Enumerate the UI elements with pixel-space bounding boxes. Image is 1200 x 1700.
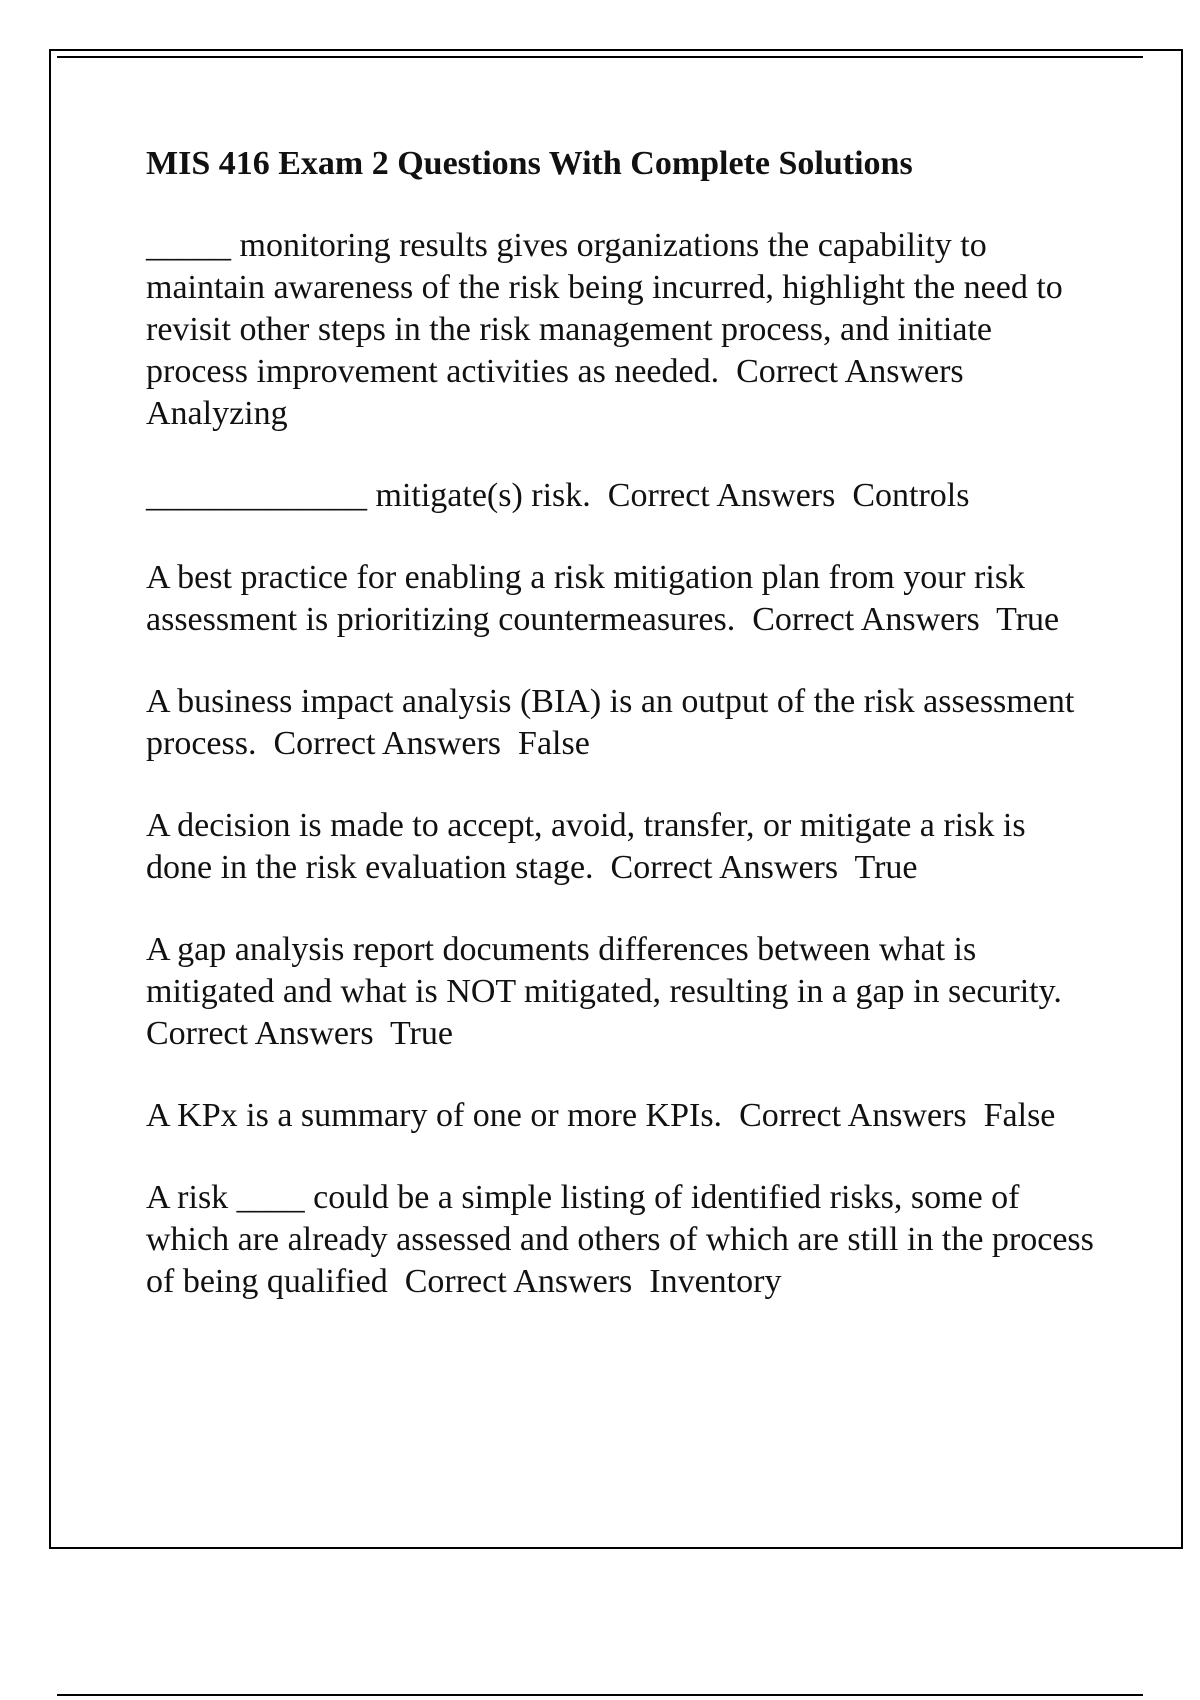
qa-item xyxy=(146,681,1096,765)
qa-item xyxy=(146,1177,1103,1303)
answer-text: True xyxy=(996,601,1060,638)
answer-text: True xyxy=(389,1015,453,1052)
answer-label: Correct Answers xyxy=(736,353,964,390)
question-text: _____ monitoring results gives organizations the capability to maintain awareness of the risk being incurred, highlight the need to revisit other steps in the risk management process, and initiate process improvement activities as needed. xyxy=(146,227,1072,390)
answer-text: False xyxy=(518,725,590,762)
top-rule xyxy=(57,56,1143,58)
qa-item xyxy=(146,805,1096,889)
answer-label: Correct Answers xyxy=(273,725,502,762)
bottom-rule xyxy=(57,1694,1143,1696)
answer-label: Correct Answers xyxy=(146,1015,374,1052)
question-text: A gap analysis report documents differences between what is mitigated and what is NOT mitigated, resulting in a gap in security. xyxy=(146,931,1062,1010)
answer-label: Correct Answers xyxy=(739,1097,967,1134)
question-text: A best practice for enabling a risk mitigation plan from your risk assessment is prioritizing countermeasures. xyxy=(146,559,1034,638)
question-text: A risk ____ could be a simple listing of identified risks, some of which are already assessed and others of which are still in the process of being qualified xyxy=(146,1179,1103,1300)
answer-label: Correct Answers xyxy=(610,849,839,886)
answer-label: Correct Answers xyxy=(404,1263,633,1300)
answer-text: False xyxy=(983,1097,1056,1134)
document-body xyxy=(146,143,1103,1343)
qa-item xyxy=(146,1095,1096,1137)
answer-label: Correct Answers xyxy=(607,477,836,514)
answer-text: Analyzing xyxy=(146,395,288,432)
answer-text: Inventory xyxy=(649,1263,782,1300)
question-text: A KPx is a summary of one or more KPIs. xyxy=(146,1097,723,1134)
answer-label: Correct Answers xyxy=(752,601,980,638)
question-text: _____________ mitigate(s) risk. xyxy=(146,477,591,514)
answer-text: True xyxy=(854,849,918,886)
question-text: A decision is made to accept, avoid, transfer, or mitigate a risk is done in the risk evaluation stage. xyxy=(146,807,1035,886)
answer-text: Controls xyxy=(852,477,970,514)
qa-item xyxy=(146,225,1096,435)
document-title: MIS 416 Exam 2 Questions With Complete Solutions xyxy=(146,145,913,182)
qa-item xyxy=(146,475,1096,517)
question-text: A business impact analysis (BIA) is an output of the risk assessment process. xyxy=(146,683,1083,762)
qa-item xyxy=(146,929,1096,1055)
qa-item xyxy=(146,557,1096,641)
